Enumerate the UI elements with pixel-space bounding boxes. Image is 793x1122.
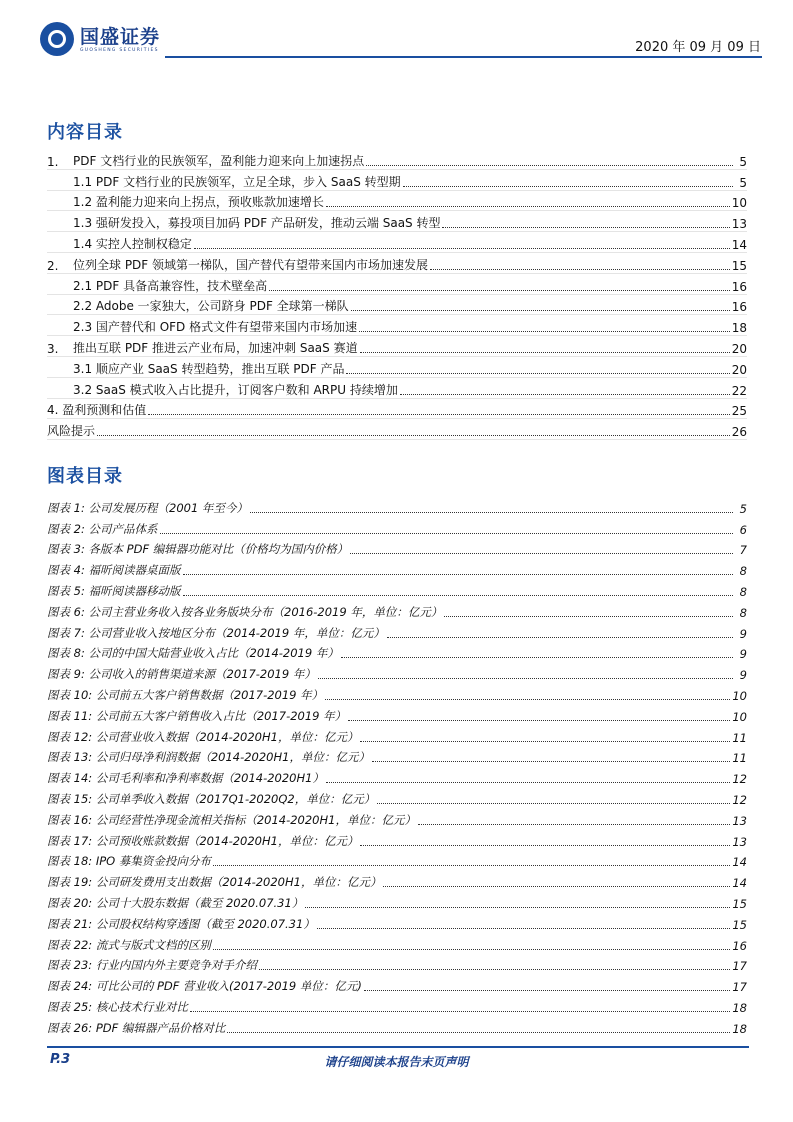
figure-entry[interactable]: [47, 495, 747, 516]
figure-entry-page: 10: [732, 709, 747, 724]
figure-entry[interactable]: [47, 599, 747, 620]
toc-entry[interactable]: [47, 211, 747, 232]
figure-entry[interactable]: [47, 1015, 747, 1036]
logo-name-cn: 国盛证券: [80, 25, 161, 48]
figure-entry-title: 图表 4: 福昕阅读器桌面版: [47, 563, 181, 578]
company-logo: [40, 22, 160, 56]
dot-leader: [430, 268, 730, 270]
figure-entry-title: 图表 12: 公司营业收入数据（2014-2020H1，单位：亿元）: [47, 729, 359, 744]
figure-entry-title: 图表 10: 公司前五大客户销售数据（2017-2019 年）: [47, 687, 324, 702]
table-of-contents: [47, 149, 747, 440]
figure-entry-title: 图表 5: 福昕阅读器移动版: [47, 583, 181, 598]
dot-leader: [360, 351, 730, 353]
toc-entry-title: 2.2 Adobe 一家独大，公司跻身 PDF 全球第一梯队: [73, 299, 349, 314]
toc-entry-title: 2.3 国产替代和 OFD 格式文件有望带来国内市场加速: [73, 320, 358, 335]
dot-leader: [318, 677, 733, 679]
figure-entry[interactable]: [47, 973, 747, 994]
toc-entry-page: 18: [731, 321, 747, 336]
figure-entry-page: 10: [732, 688, 747, 703]
dot-leader: [372, 760, 730, 762]
figure-entry[interactable]: [47, 682, 747, 703]
figure-entry[interactable]: [47, 807, 747, 828]
figure-entry-title: 图表 21: 公司股权结构穿透图（截至 2020.07.31）: [47, 916, 315, 931]
dot-leader: [377, 802, 730, 804]
dot-leader: [383, 885, 730, 887]
dot-leader: [213, 948, 731, 950]
dot-leader: [305, 906, 730, 908]
dot-leader: [317, 927, 731, 929]
figure-entry-title: 图表 25: 核心技术行业对比: [47, 999, 188, 1014]
figure-entry-page: 16: [732, 938, 747, 953]
figure-entry[interactable]: [47, 724, 747, 745]
figure-entry[interactable]: [47, 620, 747, 641]
figure-entry-page: 8: [739, 605, 747, 620]
toc-entry-number: 2.: [47, 258, 59, 273]
dot-leader: [350, 552, 733, 554]
toc-entry-title: 1.2 盈利能力迎来向上拐点，预收账款加速增长: [73, 195, 324, 210]
figure-entry-title: 图表 7: 公司营业收入按地区分布（2014-2019 年，单位：亿元）: [47, 625, 385, 640]
figure-entry[interactable]: [47, 869, 747, 890]
figure-entry-title: 图表 22: 流式与版式文档的区别: [47, 937, 211, 952]
figure-entry-page: 7: [739, 543, 747, 558]
toc-entry[interactable]: [47, 170, 747, 191]
figure-entry-page: 18: [732, 1021, 747, 1036]
toc-entry-page: 16: [731, 300, 747, 315]
figure-entry-title: 图表 15: 公司单季收入数据（2017Q1-2020Q2，单位：亿元）: [47, 791, 376, 806]
figure-entry-title: 图表 19: 公司研发费用支出数据（2014-2020H1，单位：亿元）: [47, 875, 382, 890]
figure-entry-page: 13: [732, 813, 747, 828]
figure-entry[interactable]: [47, 911, 747, 932]
figure-entry[interactable]: [47, 641, 747, 662]
figure-entry-title: 图表 13: 公司归母净利润数据（2014-2020H1，单位：亿元）: [47, 750, 370, 765]
figure-entry[interactable]: [47, 703, 747, 724]
figure-entry-title: 图表 6: 公司主营业务收入按各业务版块分布（2016-2019 年，单位：亿元）: [47, 604, 443, 619]
figure-entry-title: 图表 16: 公司经营性净现金流相关指标（2014-2020H1，单位：亿元）: [47, 812, 416, 827]
dot-leader: [190, 1010, 731, 1012]
toc-entry-number: 1.: [47, 154, 59, 169]
toc-entry[interactable]: [47, 191, 747, 212]
toc-entry-title: 2.1 PDF 具备高兼容性，技术壁垒高: [73, 278, 268, 293]
figure-entry-title: 图表 23: 行业内国内外主要竞争对手介绍: [47, 958, 257, 973]
figure-entry[interactable]: [47, 890, 747, 911]
dot-leader: [213, 864, 731, 866]
toc-entry-title: 1.4 实控人控制权稳定: [73, 236, 192, 251]
dot-leader: [444, 615, 733, 617]
logo-name-en: GUOSHENG SECURITIES: [80, 47, 159, 53]
toc-entry-number: 3.: [47, 341, 59, 356]
header-divider: [165, 56, 762, 58]
figure-entry-page: 15: [732, 917, 747, 932]
figure-entry-page: 11: [732, 751, 747, 766]
toc-entry[interactable]: [47, 399, 747, 420]
figure-entry[interactable]: [47, 828, 747, 849]
toc-entry-page: 10: [731, 196, 747, 211]
toc-entry-title: 3.1 顺应产业 SaaS 转型趋势，推出互联 PDF 产品: [73, 361, 345, 376]
figure-entry-title: 图表 26: PDF 编辑器产品价格对比: [47, 1020, 226, 1035]
figure-entry-title: 图表 8: 公司的中国大陆营业收入占比（2014-2019 年）: [47, 646, 339, 661]
figure-entry-title: 图表 2: 公司产品体系: [47, 521, 158, 536]
dot-leader: [97, 434, 730, 436]
dot-leader: [326, 205, 730, 207]
toc-entry-title: 3.2 SaaS 模式收入占比提升，订阅客户数和 ARPU 持续增加: [73, 382, 398, 397]
figure-entry[interactable]: [47, 578, 747, 599]
figure-entry[interactable]: [47, 537, 747, 558]
dot-leader: [364, 989, 731, 991]
toc-entry[interactable]: [47, 419, 747, 440]
figure-entry[interactable]: [47, 994, 747, 1015]
figure-entry[interactable]: [47, 516, 747, 537]
toc-entry[interactable]: [47, 232, 747, 253]
figure-entry-page: 13: [732, 834, 747, 849]
figure-entry-page: 8: [739, 564, 747, 579]
dot-leader: [183, 594, 733, 596]
figure-entry[interactable]: [47, 953, 747, 974]
figure-entry-page: 17: [732, 980, 747, 995]
dot-leader: [403, 185, 733, 187]
toc-title: 内容目录: [47, 122, 123, 143]
figure-entry-page: 18: [732, 1000, 747, 1015]
dot-leader: [351, 309, 730, 311]
dot-leader: [359, 330, 730, 332]
figure-entry-title: 图表 9: 公司收入的销售渠道来源（2017-2019 年）: [47, 667, 316, 682]
dot-leader: [326, 781, 730, 783]
figure-entry-page: 14: [732, 876, 747, 891]
dot-leader: [418, 823, 730, 825]
figure-entry-page: 9: [739, 668, 747, 683]
toc-entry[interactable]: [47, 357, 747, 378]
figure-entry-page: 8: [739, 584, 747, 599]
figures-title: 图表目录: [47, 466, 123, 487]
toc-entry[interactable]: [47, 149, 747, 170]
dot-leader: [400, 393, 730, 395]
figure-entry-title: 图表 11: 公司前五大客户销售收入占比（2017-2019 年）: [47, 708, 347, 723]
figure-entry-title: 图表 24: 可比公司的 PDF 营业收入(2017-2019 单位：亿元): [47, 979, 362, 994]
page-number: P.3: [50, 1052, 71, 1067]
dot-leader: [194, 247, 730, 249]
dot-leader: [366, 164, 733, 166]
figure-entry-page: 12: [732, 772, 747, 787]
toc-entry-page: 26: [731, 425, 747, 440]
toc-entry-page: 20: [731, 362, 747, 377]
toc-entry-page: 13: [731, 217, 747, 232]
figure-entry[interactable]: [47, 661, 747, 682]
figure-entry-title: 图表 18: IPO 募集资金投向分布: [47, 854, 211, 869]
toc-entry-page: 5: [739, 154, 747, 169]
figure-entry-page: 12: [732, 792, 747, 807]
figure-entry-page: 5: [739, 501, 747, 516]
figure-entry[interactable]: [47, 849, 747, 870]
figure-entry-title: 图表 3: 各版本 PDF 编辑器功能对比（价格均为国内价格）: [47, 542, 349, 557]
dot-leader: [259, 968, 731, 970]
figure-entry[interactable]: [47, 932, 747, 953]
toc-entry-title: 位列全球 PDF 领域第一梯队，国产替代有望带来国内市场加速发展: [73, 257, 429, 272]
dot-leader: [346, 372, 729, 374]
report-date: 2020 年 09 月 09 日: [635, 40, 761, 55]
toc-entry-page: 20: [731, 341, 747, 356]
footer-divider: [47, 1046, 749, 1048]
figure-entry[interactable]: [47, 557, 747, 578]
footer-disclaimer: 请仔细阅读本报告末页声明: [324, 1055, 469, 1069]
dot-leader: [269, 289, 730, 291]
figure-entry-page: 9: [739, 647, 747, 662]
toc-entry[interactable]: [47, 378, 747, 399]
toc-entry-page: 25: [731, 404, 747, 419]
dot-leader: [360, 740, 730, 742]
figure-entry-page: 15: [732, 896, 747, 911]
toc-entry-title: 风险提示: [47, 424, 96, 439]
dot-leader: [148, 413, 729, 415]
toc-entry-page: 16: [731, 279, 747, 294]
toc-entry[interactable]: [47, 253, 747, 274]
logo-mark-icon: [40, 22, 74, 56]
figure-entry[interactable]: [47, 765, 747, 786]
dot-leader: [387, 636, 733, 638]
toc-entry[interactable]: [47, 295, 747, 316]
figure-entry-page: 9: [739, 626, 747, 641]
dot-leader: [442, 226, 729, 228]
figure-entry-title: 图表 20: 公司十大股东数据（截至 2020.07.31）: [47, 895, 304, 910]
dot-leader: [183, 573, 733, 575]
figure-entry-page: 17: [732, 959, 747, 974]
toc-entry-page: 5: [739, 175, 747, 190]
figure-entry[interactable]: [47, 786, 747, 807]
figure-entry-title: 图表 14: 公司毛利率和净利率数据（2014-2020H1）: [47, 771, 324, 786]
figure-entry-title: 图表 1: 公司发展历程（2001 年至今）: [47, 500, 248, 515]
figure-entry-page: 6: [739, 522, 747, 537]
dot-leader: [348, 719, 730, 721]
toc-entry-title: 推出互联 PDF 推进云产业布局，加速冲刺 SaaS 赛道: [73, 340, 358, 355]
toc-entry[interactable]: [47, 315, 747, 336]
toc-entry-page: 15: [731, 258, 747, 273]
dot-leader: [341, 656, 733, 658]
toc-entry-title: 1.3 强研发投入，募投项目加码 PDF 产品研发，推动云端 SaaS 转型: [73, 216, 441, 231]
dot-leader: [360, 844, 730, 846]
toc-entry-title: PDF 文档行业的民族领军，盈利能力迎来向上加速拐点: [73, 153, 365, 168]
toc-entry[interactable]: [47, 336, 747, 357]
figure-entry[interactable]: [47, 745, 747, 766]
dot-leader: [325, 698, 730, 700]
toc-entry-page: 22: [731, 383, 747, 398]
toc-entry[interactable]: [47, 274, 747, 295]
dot-leader: [160, 532, 733, 534]
figure-entry-page: 14: [732, 855, 747, 870]
dot-leader: [227, 1031, 730, 1033]
dot-leader: [250, 511, 733, 513]
figure-entry-page: 11: [732, 730, 747, 745]
toc-entry-title: 1.1 PDF 文档行业的民族领军，立足全球，步入 SaaS 转型期: [73, 174, 401, 189]
list-of-figures: [47, 495, 747, 1036]
toc-entry-page: 14: [731, 237, 747, 252]
figure-entry-title: 图表 17: 公司预收账款数据（2014-2020H1，单位：亿元）: [47, 833, 359, 848]
toc-entry-title: 4. 盈利预测和估值: [47, 403, 147, 418]
